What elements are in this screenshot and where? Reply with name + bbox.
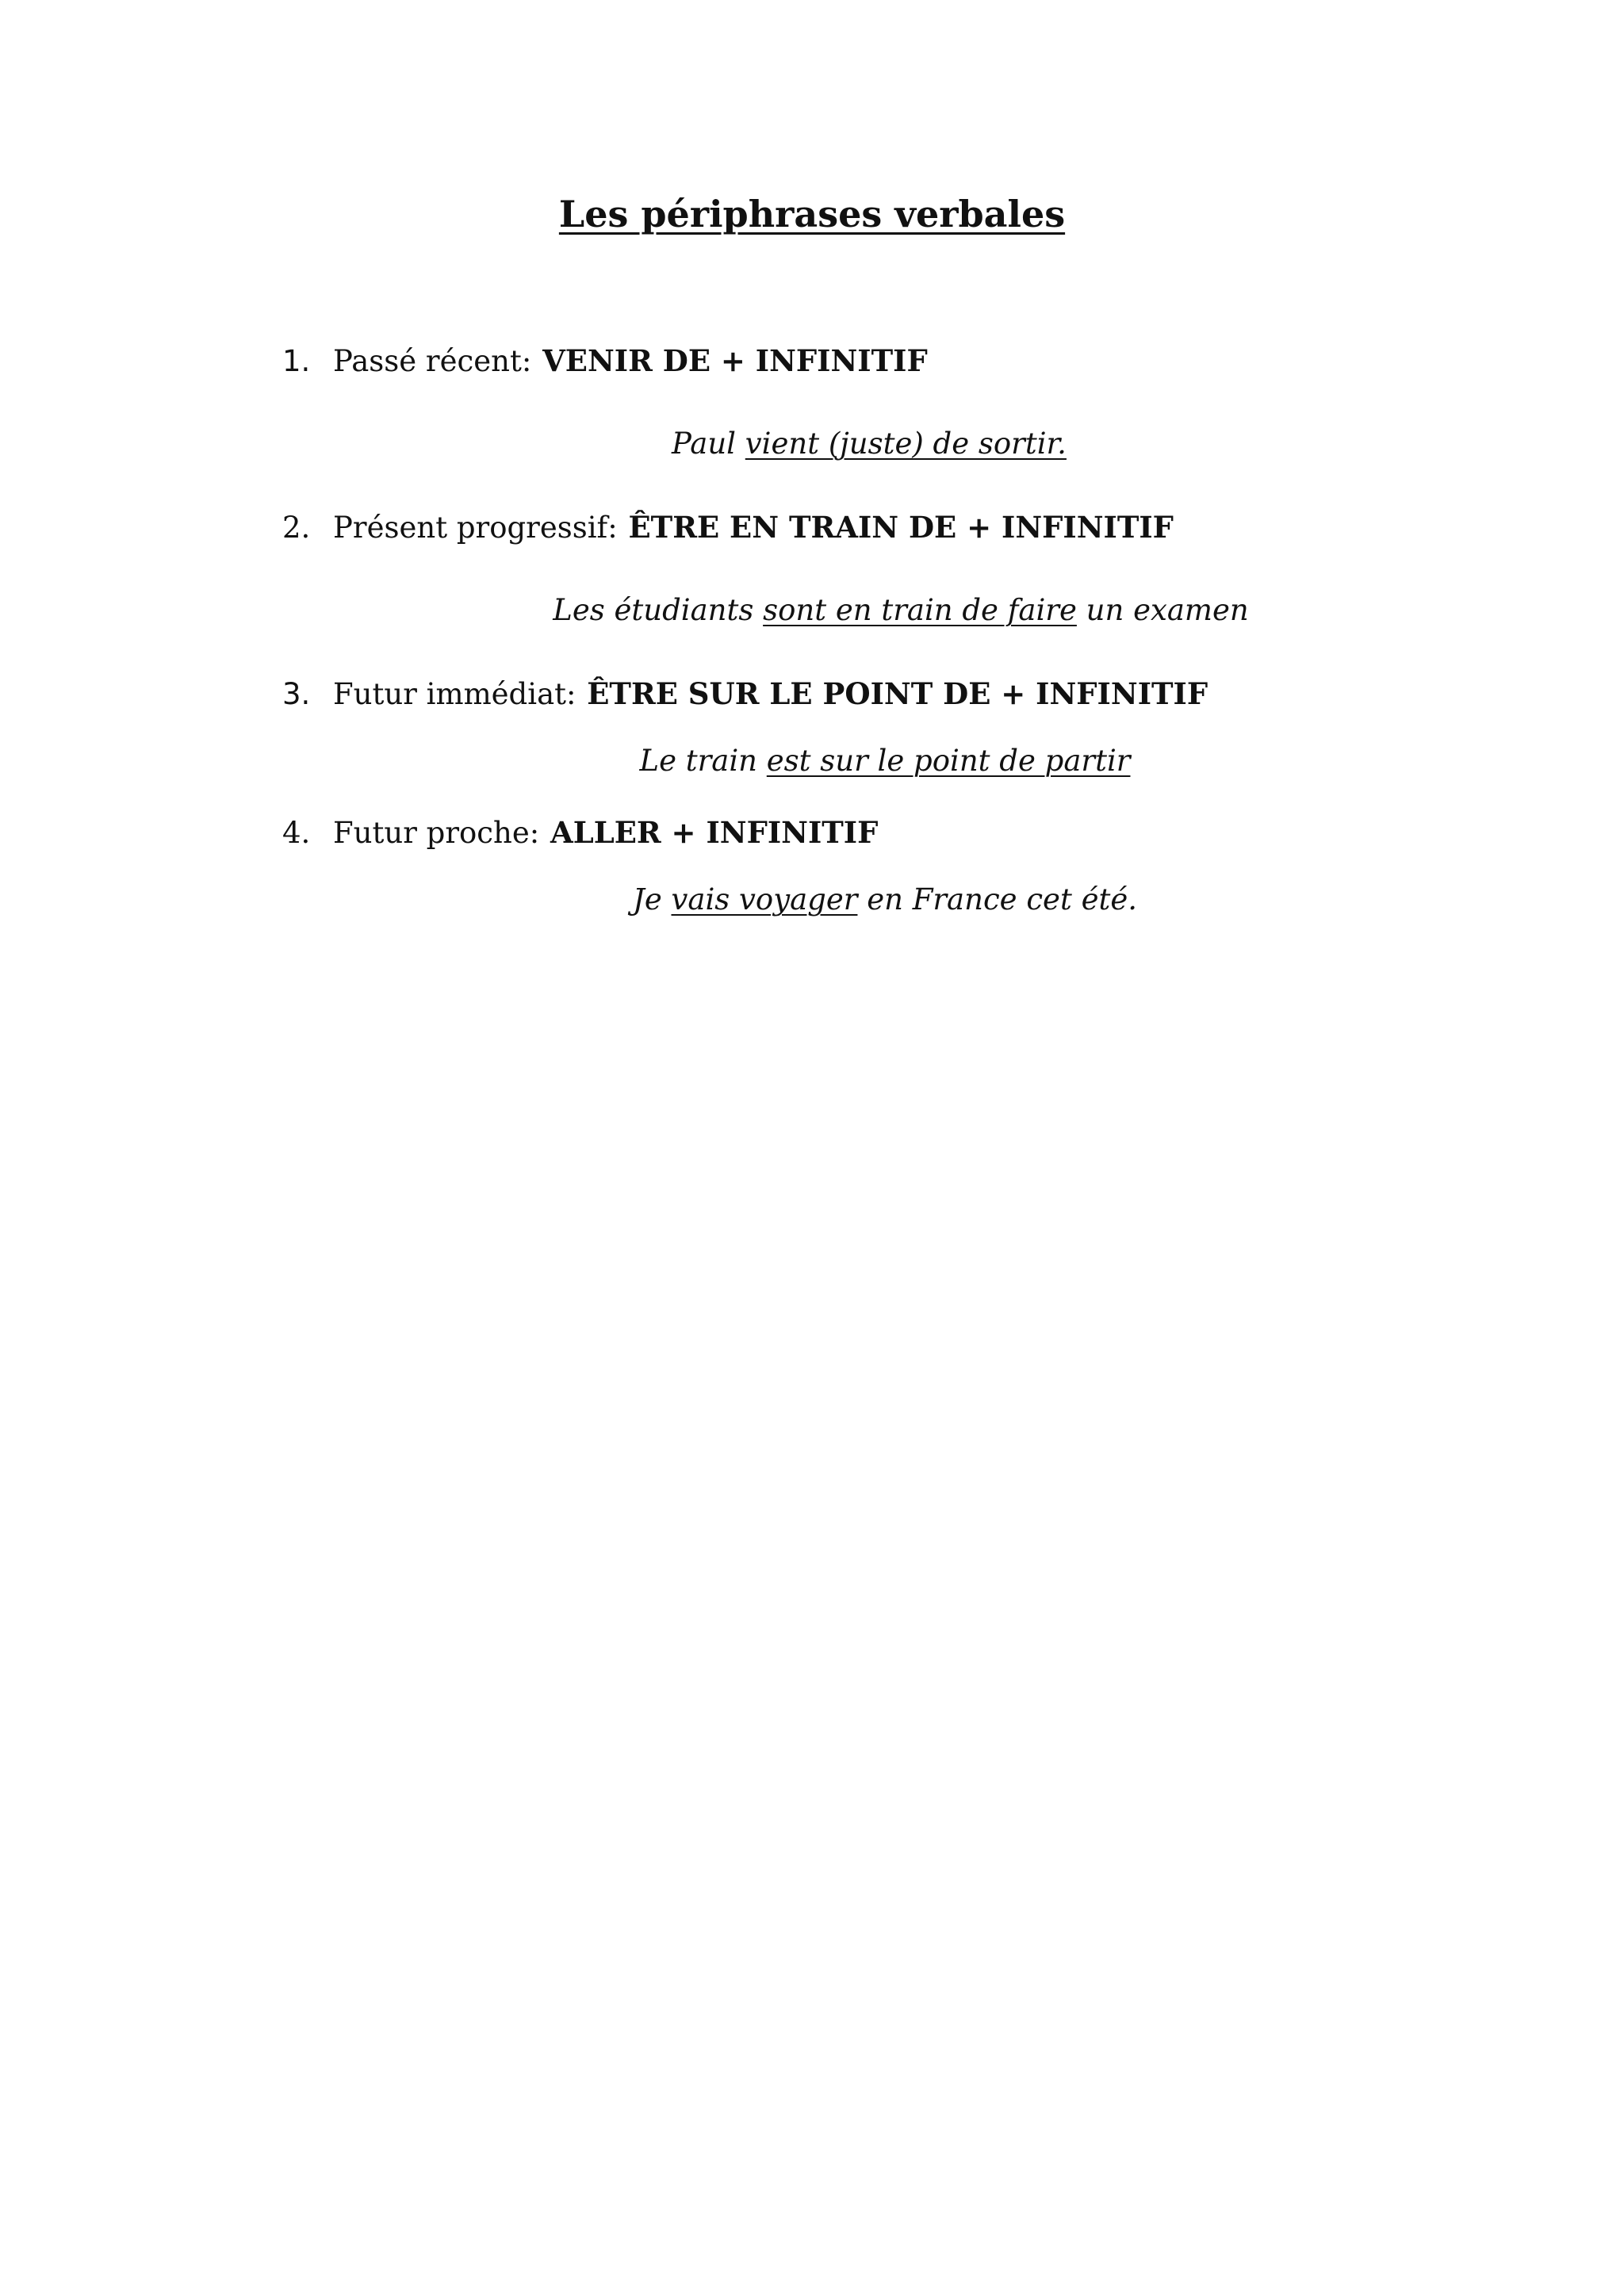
item-number: 1.	[282, 344, 311, 378]
example-sentence-4	[73, 880, 1624, 920]
example-sentence-3	[73, 741, 1624, 781]
example-text: un examen	[1076, 593, 1249, 627]
example-underlined: est sur le point de partir	[766, 744, 1131, 778]
rule-label: Futur proche:	[333, 816, 549, 850]
rule-formula: VENIR DE + INFINITIF	[542, 343, 928, 378]
page-title: Les périphrases verbales	[558, 193, 1066, 235]
rule-item-1	[282, 341, 928, 381]
example-sentence-2	[89, 591, 1624, 630]
example-text: Je	[632, 882, 672, 916]
rule-label: Présent progressif:	[333, 511, 627, 545]
example-text: Le train	[639, 744, 767, 778]
rule-label: Passé récent:	[333, 344, 542, 378]
rule-item-2	[282, 507, 1174, 548]
example-text: Les étudiants	[553, 593, 764, 627]
example-underlined: sont en train de faire	[763, 593, 1077, 627]
example-text: Paul	[672, 427, 745, 461]
rule-item-4	[282, 813, 878, 853]
item-number: 2.	[282, 511, 311, 545]
example-sentence-1	[57, 424, 1624, 464]
rule-formula: ÊTRE EN TRAIN DE + INFINITIF	[628, 510, 1174, 545]
rule-formula: ÊTRE SUR LE POINT DE + INFINITIF	[587, 676, 1208, 711]
rule-item-3	[282, 674, 1208, 714]
example-underlined: vient (juste) de sortir.	[745, 427, 1067, 461]
example-text: en France cet été.	[857, 882, 1138, 916]
item-number: 4.	[282, 816, 311, 850]
rule-formula: ALLER + INFINITIF	[550, 815, 879, 850]
rule-label: Futur immédiat:	[333, 677, 586, 711]
item-number: 3.	[282, 677, 311, 711]
example-underlined: vais voyager	[671, 882, 858, 916]
